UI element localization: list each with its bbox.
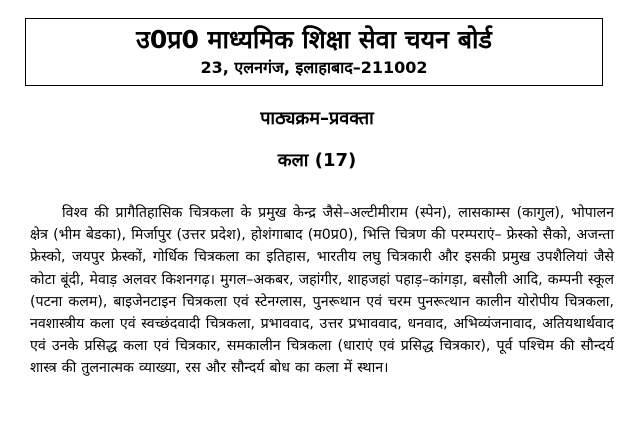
board-title: उ0प्र0 माध्यमिक शिक्षा सेवा चयन बोर्ड <box>136 25 492 54</box>
subject-heading: कला (17) <box>277 150 357 171</box>
board-address: 23, एलनगंज, इलाहाबाद–211002 <box>200 58 428 77</box>
syllabus-paragraph: विश्व की प्रागैतिहासिक चित्रकला के प्रमुख केन्द्र जैसे–अल्टीमीराम (स्पेन), लासकाम्स (कागुल), भोपालन क्षेत्र (भीम बेडका), मिर्जापुर (उत्तर प्रदेश), होशंगाबाद (म0प्र0), भित्ति चित्रण की परम्पराएं– फ्रेस्को सैको, अजन्ता फ्रेस्को, जयपुर फ्रेस्कों, गोर्धिक चित्रकला का इतिहास, भारतीय लघु चित्रकारी और इसकी प्रमुख उपशैलियां जैसे कोटा बूंदी, मेवाड़ अलवर किशनगढ़। मुगल–अकबर, जहांगीर, शाहजहां पहाड़–कांगड़ा, बसौली आदि, कम्पनी स्कूल (पटना कलम), बाइजेनटाइन चित्रकला एवं स्टेनग्लास, पुनरूथान एवं चरम पुनरूत्थान कालीन योरोपीय चित्रकला, नवशास्त्रीय कला एवं स्वच्छंदवादी चित्रकला, प्रभाववाद, उत्तर प्रभाववाद, धनवाद, अभिव्यंजनावाद, अतियथार्थवाद एवं उनके प्रसिद्ध कला एवं चित्रकार, समकालीन चित्रकला (धाराएं एवं प्रसिद्ध चित्रकार), पूर्व पश्चिम की सौन्दर्य शास्त्र की तुलनात्मक व्याख्या, रस और सौन्दर्य बोध का कला में स्थान। <box>30 205 614 377</box>
syllabus-heading: पाठ्यक्रम–प्रवक्ता <box>260 108 374 129</box>
board-header-box <box>25 18 603 86</box>
